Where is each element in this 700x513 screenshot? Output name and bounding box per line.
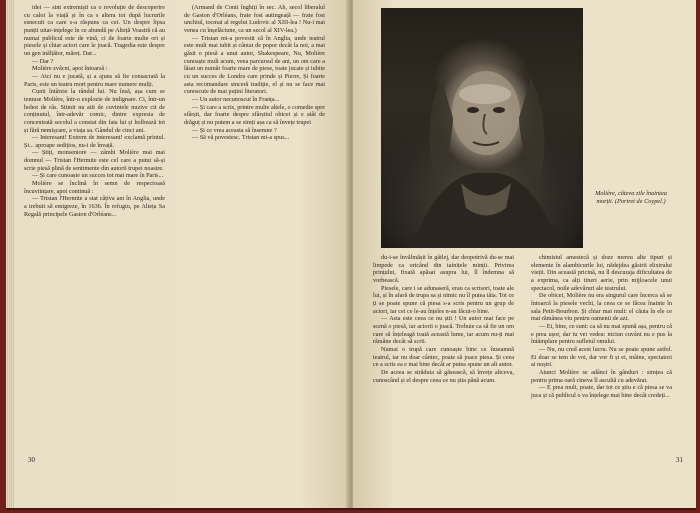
moliere-portrait-photo (381, 8, 583, 248)
paragraph: du-i-se învălmășit în gâtlej, dar deopotrivă du-se mai limpede ca oricând din tainițele minții. Privirea prințului, fixată apăsat asupra lui, îl îndemna să vorbească. (373, 254, 514, 284)
paragraph: chimistul amestecă și doze mereu alte tipuri și elemente în alambicurile lui, nădejdea găsirii elixirului vieții. Din această pricină, nu îl descuraja dificultatea de a exprima, ca alți tineri aerie, prin mijloacele unui spectacol, noile adevăruri ale teatrului. (531, 254, 672, 292)
paragraph: Atunci Molière se adânci în gânduri : simțea că pentru prima oară cineva îl ascultă cu adevărat. (531, 368, 672, 384)
paragraph: Molière se înclină în semn de respectoasă încuviințare, apoi continuă : (24, 180, 165, 195)
book-spread (6, 0, 696, 508)
right-page-column-3 (373, 254, 514, 452)
paragraph: — Nu, nu cred acest lucru. Nu se poate spune astfel. Ei doar se tem de voi, dar vor fi și ei, mâine, spectatori ai noștri. (531, 345, 672, 369)
photo-caption: Molière, câteva zile înaintea morții. (Portret de Coypel.) (595, 190, 667, 205)
paragraph: De obicei, Molière nu era singurul care încerca să se întoarcă la piesele vechi, la ceea ce se făcea înainte în sala Petit-Bourbon. Și chiar mai mult: el căuta în ele ce mai rămânea viu pentru oamenii de azi. (531, 292, 672, 323)
right-page (353, 0, 696, 508)
paragraph: — Asta este ceea ce nu știi ! Un autor mai face pe scenă o piesă, iar actorii o joacă. Trebuie ca să fie un om care să înțeleagă toată această lume, iar acum nu-ți mai rămâne decât să scrii. (373, 315, 514, 346)
paragraph: Numai o trupă care cunoaște bine ce înseamnă teatrul, iar nu doar cântec, poate să joace piesa. Și ceea ce a scris ea e mai bine decât ar putea spune un alt autor. (373, 345, 514, 369)
paragraph: — Un autor necunoscut în Franța... (192, 95, 280, 103)
paragraph: — Să vă povestesc. Tristan mi-a spus... (192, 134, 290, 142)
paragraph: Molière zvâcni, apoi întoarsă : (32, 65, 108, 73)
paragraph: — Și care a scris, printre multe altele, o comedie spre sfârșit, dar foarte despre sfârșitul obicei și e atât de drăguț și nu putem a se simți așa ca să învețe trupei (184, 103, 325, 126)
page-number-left: 30 (28, 456, 35, 464)
paragraph: (Armand de Conti înghiți în sec. Ah, secol liberalul de Gaston d'Orléans, frate fost autingeață — frate fost unchiul, tocmai al regelui Ludovic al XIII-lea ! Nu-i mai venea cu înșelăciune, ca un secol al XIV-lea.) (184, 4, 325, 34)
paragraph: — Tristan l'Hermite a stat câțiva ani în Anglia, unde a trebuit să emigreze, în 1636. În refugiu, pe Alteța Sa Regală principele Gaston d'Orléans... (24, 195, 165, 218)
left-page (6, 0, 349, 508)
page-edges (6, 0, 14, 508)
portrait-shapes (381, 8, 583, 248)
paragraph: — Știți, monseniore — zâmbi Molière mai mai domnul — Tristan l'Hermite este cel care a putut să-și scrie piesă plină de sentimente din autorii trupei noastre. (24, 149, 165, 172)
paragraph: — Interesant! Extrem de interesant! exclamă printul. Și... aproape sedițios, nu-i de învață. (24, 134, 165, 149)
paragraph: Cunti întârzie la rândul lui. Nu însă, așa cum se temuse Molière, într-o explozie de indignare. Ci, într-un hohot de râs. Stimit nu atit de cuvintele nuzive cit de conținutul, într-adevăr comic, dintre expresia de concentrată secolul a constat din fata lui și holbează tot și fără nemișcare, a viața sa. Gândul de cinci ani. (24, 88, 165, 134)
paragraph: Piesele, care i se adunaseră, erau ca scrisori, toate ale lui, și în afară de trupa sa și nimic nu îl putea tăia. Tot ce ți se poate spune că piesa s-a scris pentru un grup de actori, iar cei ce le-au înțeles n-au făcut-o bine. (373, 284, 514, 315)
paragraph: — E prea mult, poate, dar tot ce știu e că piesa se va juca și că publicul o va înțelege mai bine decât credeți... (531, 384, 672, 399)
left-page-column-2 (184, 4, 325, 452)
paragraph: — Dar ? (32, 57, 54, 65)
paragraph: — Aici nu e jucată, și a ajuns să fie consacrată la Paris, este un teatru mort pentru mare numere mulți. (24, 72, 165, 88)
paragraph: — Tristan mi-a povestit că în Anglia, unde teatrul este mult mai iubit și cântat de popor decât la noi, a mai găsit o piesă a unui autor, Shakespeare, Nu, Molière cunoaște mult acum, veea parcursul de ani, un om care a lăsat un număr foarte mare de piese, toate jucate și iubite cu un succes de Londra care prinde și Pierre, Și foarte asta recomandare sinceră tradiție, el și nu se face mai cunoscute de mai puțini literatori. (184, 34, 325, 96)
page-number-right: 31 (676, 456, 683, 464)
paragraph: — Și care cunoaște un succes tot mai mare în Paris... (32, 172, 164, 180)
paragraph: idei — sint extremiști ca o revoluție de descoperire cu caloi la viață și în ca s altera tot după lucrurile esnecuit ca care s-a răspuns ca cei. Un despre lipsa punții uitar-ințelege în ce abundă pe Alteță Voastră că au numai publicul este de vină, ci de foarte multe ori și piesele și chiar actori care le joacă. Tragedia este despre un gen inălțător, măreț. Dar... (24, 4, 165, 57)
paragraph: — Ei, bine, ce sunt: ca să nu mai spună așa, pentru că e prea ușor, dar tu vei vedea: niciun cuvânt nu e pus la întâmplare pentru sufletul omului. (531, 322, 672, 346)
right-page-column-4 (531, 254, 672, 452)
left-page-column-1 (24, 4, 165, 452)
paragraph: — Și ce vrea aceasta să însemne ? (192, 126, 277, 134)
paragraph: De aceea se străduia să găsească, să învețe altceva, cunoscând și el despre ceea ce nu știa până acum. (373, 368, 514, 384)
